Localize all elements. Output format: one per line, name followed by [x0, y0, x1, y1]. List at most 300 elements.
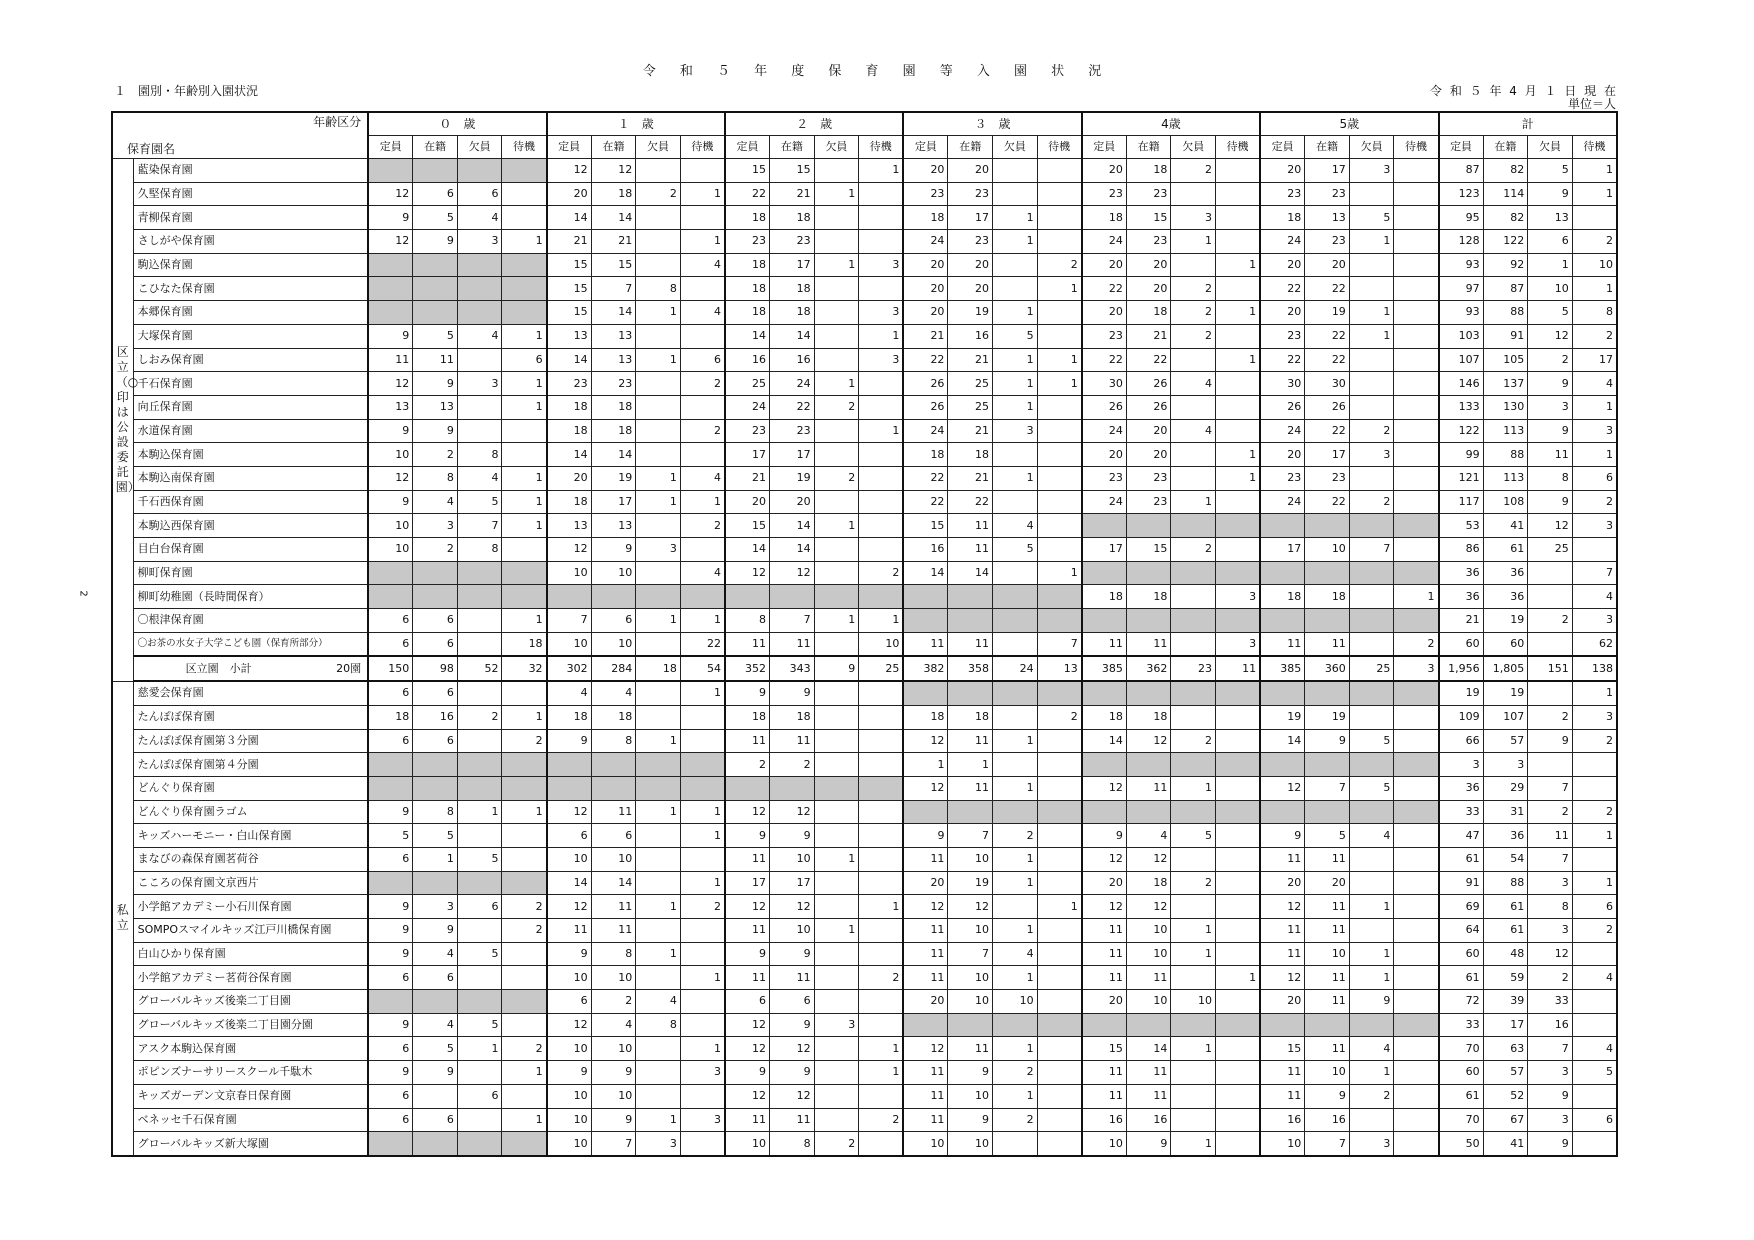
data-cell: 10	[368, 538, 413, 562]
table-row	[112, 324, 1617, 348]
data-cell: 137	[1483, 372, 1528, 396]
data-cell	[636, 159, 681, 183]
data-cell: 1	[814, 182, 859, 206]
data-cell: 10	[1126, 990, 1171, 1014]
data-cell: 4	[1572, 1037, 1617, 1061]
data-cell: 14	[591, 871, 636, 895]
data-cell: 17	[1082, 538, 1127, 562]
data-cell: 1	[502, 705, 547, 729]
subtotal-cell: 284	[591, 656, 636, 681]
subtotal-cell: 151	[1528, 656, 1573, 681]
data-cell: 1	[636, 348, 681, 372]
data-cell	[1349, 277, 1394, 301]
data-cell: 53	[1439, 514, 1484, 538]
data-cell	[1349, 800, 1394, 824]
data-cell: 31	[1483, 800, 1528, 824]
data-cell: 21	[1439, 609, 1484, 633]
data-cell: 3	[457, 230, 502, 254]
data-cell	[1349, 372, 1394, 396]
data-cell	[502, 990, 547, 1014]
data-cell	[1394, 729, 1439, 753]
nursery-name: 〇お茶の水女子大学こども園（保育所部分）	[133, 632, 368, 656]
data-cell: 18	[770, 277, 815, 301]
data-cell	[993, 490, 1038, 514]
subtotal-cell: 3	[1394, 656, 1439, 681]
table-row	[112, 942, 1617, 966]
data-cell	[1305, 561, 1350, 585]
data-cell: 9	[1305, 1084, 1350, 1108]
table-row	[112, 632, 1617, 656]
table-row	[112, 800, 1617, 824]
data-cell: 9	[1528, 490, 1573, 514]
data-cell: 24	[1082, 419, 1127, 443]
data-cell: 19	[591, 466, 636, 490]
data-cell: 4	[457, 206, 502, 230]
data-cell: 1	[1349, 966, 1394, 990]
age-group-header: ３ 歳	[903, 112, 1081, 136]
data-cell	[1037, 301, 1082, 325]
data-cell: 8	[725, 609, 770, 633]
data-cell: 61	[1483, 895, 1528, 919]
data-cell: 6	[1528, 230, 1573, 254]
data-cell: 11	[725, 1108, 770, 1132]
data-cell: 9	[770, 1013, 815, 1037]
data-cell: 1	[680, 230, 725, 254]
data-cell: 14	[1260, 729, 1305, 753]
data-cell	[457, 1132, 502, 1156]
data-cell	[859, 206, 904, 230]
data-cell: 99	[1439, 443, 1484, 467]
data-cell: 5	[1349, 776, 1394, 800]
data-cell	[1528, 632, 1573, 656]
data-cell	[547, 776, 592, 800]
data-cell	[1037, 966, 1082, 990]
data-cell: 128	[1439, 230, 1484, 254]
data-cell	[502, 585, 547, 609]
data-cell: 18	[547, 419, 592, 443]
data-cell: 9	[1528, 1132, 1573, 1156]
nursery-name: 青柳保育園	[133, 206, 368, 230]
data-cell: 2	[413, 538, 458, 562]
data-cell	[1394, 895, 1439, 919]
data-cell	[1349, 514, 1394, 538]
data-cell: 26	[903, 372, 948, 396]
data-cell	[1394, 681, 1439, 705]
data-cell: 3	[1349, 159, 1394, 183]
data-cell: 2	[1171, 538, 1216, 562]
data-cell: 33	[1439, 1013, 1484, 1037]
data-cell: 10	[591, 1037, 636, 1061]
data-cell	[1394, 776, 1439, 800]
data-cell: 17	[770, 443, 815, 467]
nursery-name: どんぐり保育園	[133, 776, 368, 800]
data-cell: 5	[993, 538, 1038, 562]
data-cell	[1037, 681, 1082, 705]
data-cell: 13	[413, 395, 458, 419]
data-cell: 2	[1349, 490, 1394, 514]
data-cell: 22	[1260, 348, 1305, 372]
data-cell	[1171, 609, 1216, 633]
data-cell: 9	[413, 919, 458, 943]
data-cell: 3	[1528, 1061, 1573, 1085]
data-cell: 1	[1572, 159, 1617, 183]
data-cell	[814, 966, 859, 990]
data-cell: 8	[457, 538, 502, 562]
data-cell: 10	[547, 632, 592, 656]
data-cell: 18	[1126, 705, 1171, 729]
data-cell	[413, 561, 458, 585]
data-cell: 1	[636, 895, 681, 919]
age-group-header-row	[112, 112, 1617, 136]
data-cell: 2	[636, 182, 681, 206]
data-cell	[1216, 1013, 1261, 1037]
nursery-name: 本駒込南保育園	[133, 466, 368, 490]
data-cell	[1171, 966, 1216, 990]
data-cell: 9	[770, 942, 815, 966]
data-cell: 14	[547, 348, 592, 372]
data-cell: 1	[814, 372, 859, 396]
data-cell: 9	[725, 824, 770, 848]
data-cell	[1394, 705, 1439, 729]
data-cell	[368, 159, 413, 183]
data-cell	[1528, 585, 1573, 609]
data-cell	[1216, 919, 1261, 943]
data-cell: 19	[948, 301, 993, 325]
data-cell: 20	[770, 490, 815, 514]
data-cell	[457, 681, 502, 705]
data-cell: 2	[770, 753, 815, 777]
data-cell: 9	[1528, 182, 1573, 206]
data-cell: 11	[1260, 632, 1305, 656]
data-cell: 1	[1037, 895, 1082, 919]
data-cell: 6	[368, 1037, 413, 1061]
data-cell: 17	[1305, 159, 1350, 183]
data-cell: 2	[1171, 871, 1216, 895]
data-cell: 23	[1082, 324, 1127, 348]
sub-header: 定員	[1439, 136, 1484, 159]
data-cell	[1216, 159, 1261, 183]
data-cell: 4	[413, 1013, 458, 1037]
data-cell	[1349, 753, 1394, 777]
data-cell: 20	[1082, 990, 1127, 1014]
data-cell: 5	[1528, 301, 1573, 325]
sub-header: 定員	[1082, 136, 1127, 159]
subtotal-cell: 32	[502, 656, 547, 681]
data-cell: 17	[1260, 538, 1305, 562]
data-cell: 24	[903, 230, 948, 254]
data-cell	[814, 632, 859, 656]
data-cell: 2	[859, 966, 904, 990]
data-cell: 10	[770, 919, 815, 943]
data-cell: 3	[993, 419, 1038, 443]
data-cell: 1	[1349, 230, 1394, 254]
data-cell: 12	[725, 1013, 770, 1037]
data-cell: 23	[1082, 182, 1127, 206]
data-cell	[1037, 419, 1082, 443]
data-cell	[814, 301, 859, 325]
data-cell	[1037, 466, 1082, 490]
data-cell	[1349, 609, 1394, 633]
data-cell: 8	[1528, 466, 1573, 490]
data-cell: 30	[1305, 372, 1350, 396]
data-cell: 12	[547, 895, 592, 919]
data-cell: 26	[1082, 395, 1127, 419]
data-cell: 12	[1126, 847, 1171, 871]
data-cell	[591, 753, 636, 777]
data-cell: 18	[591, 395, 636, 419]
data-cell: 2	[680, 419, 725, 443]
age-category-label: 年齢区分	[313, 115, 362, 129]
data-cell	[770, 776, 815, 800]
data-cell	[814, 230, 859, 254]
data-cell	[457, 990, 502, 1014]
data-cell: 1	[1171, 1037, 1216, 1061]
data-cell	[1037, 585, 1082, 609]
data-cell: 4	[413, 942, 458, 966]
data-cell: 1	[1528, 253, 1573, 277]
data-cell	[993, 1132, 1038, 1156]
data-cell: 1	[1171, 942, 1216, 966]
data-cell: 8	[591, 942, 636, 966]
data-cell	[502, 776, 547, 800]
data-cell: 4	[680, 561, 725, 585]
data-cell: 10	[547, 847, 592, 871]
data-cell: 5	[1528, 159, 1573, 183]
table-row	[112, 776, 1617, 800]
data-cell: 21	[547, 230, 592, 254]
data-cell: 12	[903, 729, 948, 753]
subtotal-cell: 54	[680, 656, 725, 681]
data-cell: 11	[1305, 966, 1350, 990]
data-cell	[1394, 1061, 1439, 1085]
data-cell	[1394, 253, 1439, 277]
data-cell	[1394, 1013, 1439, 1037]
data-cell: 1	[636, 729, 681, 753]
data-cell: 9	[413, 419, 458, 443]
data-cell: 12	[1528, 942, 1573, 966]
data-cell: 9	[770, 824, 815, 848]
data-cell	[1216, 990, 1261, 1014]
data-cell: 1	[1037, 348, 1082, 372]
data-cell	[814, 776, 859, 800]
data-cell: 10	[547, 1132, 592, 1156]
data-cell: 6	[725, 990, 770, 1014]
data-cell: 12	[1126, 729, 1171, 753]
subtotal-cell: 302	[547, 656, 592, 681]
data-cell: 11	[903, 632, 948, 656]
data-cell: 9	[368, 324, 413, 348]
data-cell: 122	[1483, 230, 1528, 254]
data-cell	[680, 753, 725, 777]
data-cell	[547, 585, 592, 609]
data-cell: 22	[903, 348, 948, 372]
data-cell: 18	[547, 490, 592, 514]
data-cell	[1037, 824, 1082, 848]
data-cell	[1216, 824, 1261, 848]
data-cell: 6	[457, 182, 502, 206]
data-cell: 6	[413, 681, 458, 705]
data-cell	[413, 753, 458, 777]
data-cell: 4	[993, 514, 1038, 538]
data-cell	[1394, 301, 1439, 325]
data-cell: 1	[502, 1108, 547, 1132]
data-cell: 22	[725, 182, 770, 206]
data-cell: 3	[859, 301, 904, 325]
data-cell: 6	[368, 1108, 413, 1132]
data-cell	[993, 705, 1038, 729]
data-cell	[859, 990, 904, 1014]
data-cell	[1394, 230, 1439, 254]
data-cell	[1216, 776, 1261, 800]
data-cell	[1260, 753, 1305, 777]
data-cell: 20	[903, 253, 948, 277]
data-cell: 20	[903, 159, 948, 183]
data-cell: 6	[368, 729, 413, 753]
data-cell: 88	[1483, 301, 1528, 325]
data-cell	[1260, 514, 1305, 538]
data-cell	[457, 419, 502, 443]
data-cell	[502, 443, 547, 467]
data-cell	[993, 681, 1038, 705]
nursery-name: 駒込保育園	[133, 253, 368, 277]
data-cell: 1	[457, 800, 502, 824]
data-cell: 14	[547, 206, 592, 230]
data-cell	[1082, 609, 1127, 633]
data-cell: 1	[1216, 253, 1261, 277]
subtotal-cell: 362	[1126, 656, 1171, 681]
table-body	[112, 159, 1617, 1156]
data-cell: 7	[1572, 561, 1617, 585]
data-cell: 6	[680, 348, 725, 372]
sub-header: 在籍	[1126, 136, 1171, 159]
data-cell: 29	[1483, 776, 1528, 800]
data-cell: 16	[1305, 1108, 1350, 1132]
data-cell: 11	[725, 966, 770, 990]
data-cell	[680, 1013, 725, 1037]
data-cell	[1171, 681, 1216, 705]
data-cell: 20	[1305, 253, 1350, 277]
table-row	[112, 159, 1617, 183]
data-cell: 18	[1082, 585, 1127, 609]
data-cell	[814, 159, 859, 183]
data-cell	[814, 800, 859, 824]
data-cell: 2	[993, 1108, 1038, 1132]
data-cell: 1	[502, 800, 547, 824]
data-cell	[859, 372, 904, 396]
data-cell: 12	[725, 1037, 770, 1061]
data-cell: 22	[1305, 348, 1350, 372]
data-cell: 22	[680, 632, 725, 656]
data-cell	[547, 753, 592, 777]
data-cell: 3	[413, 514, 458, 538]
data-cell	[368, 871, 413, 895]
data-cell: 2	[1037, 253, 1082, 277]
data-cell: 4	[457, 466, 502, 490]
data-cell: 9	[1126, 1132, 1171, 1156]
data-cell	[859, 681, 904, 705]
data-cell: 5	[368, 824, 413, 848]
data-cell: 11	[948, 538, 993, 562]
sub-header: 待機	[680, 136, 725, 159]
data-cell: 4	[1126, 824, 1171, 848]
data-cell: 12	[770, 895, 815, 919]
data-cell	[1572, 990, 1617, 1014]
data-cell: 6	[457, 1084, 502, 1108]
data-cell: 2	[859, 561, 904, 585]
data-cell	[814, 1037, 859, 1061]
table-row	[112, 609, 1617, 633]
data-cell: 10	[591, 847, 636, 871]
data-cell: 82	[1483, 206, 1528, 230]
data-cell	[1171, 561, 1216, 585]
data-cell	[457, 609, 502, 633]
data-cell	[859, 514, 904, 538]
data-cell: 15	[1260, 1037, 1305, 1061]
data-cell: 1	[859, 1061, 904, 1085]
data-cell	[1082, 1013, 1127, 1037]
data-cell: 4	[636, 990, 681, 1014]
sub-header: 在籍	[770, 136, 815, 159]
subtotal-cell: 52	[457, 656, 502, 681]
data-cell: 67	[1483, 1108, 1528, 1132]
data-cell: 3	[1349, 1132, 1394, 1156]
data-cell: 6	[413, 609, 458, 633]
data-cell: 10	[948, 1132, 993, 1156]
nursery-name: 本郷保育園	[133, 301, 368, 325]
data-cell	[591, 776, 636, 800]
data-cell: 9	[368, 942, 413, 966]
data-cell: 26	[1260, 395, 1305, 419]
data-cell: 8	[1572, 301, 1617, 325]
data-cell	[368, 301, 413, 325]
data-cell: 11	[948, 729, 993, 753]
data-cell: 18	[725, 206, 770, 230]
data-cell: 1	[636, 301, 681, 325]
data-cell: 11	[1305, 632, 1350, 656]
data-cell: 10	[368, 443, 413, 467]
data-cell: 1	[1171, 230, 1216, 254]
data-cell: 13	[1528, 206, 1573, 230]
data-cell: 10	[1126, 919, 1171, 943]
data-cell	[1171, 585, 1216, 609]
data-cell	[457, 966, 502, 990]
table-row	[112, 490, 1617, 514]
data-cell	[1394, 395, 1439, 419]
data-cell: 13	[591, 514, 636, 538]
data-cell: 19	[770, 466, 815, 490]
data-cell: 3	[859, 348, 904, 372]
data-cell: 23	[547, 372, 592, 396]
data-cell: 4	[457, 324, 502, 348]
data-cell: 122	[1439, 419, 1484, 443]
data-cell: 10	[1528, 277, 1573, 301]
data-cell	[1037, 230, 1082, 254]
data-cell	[1394, 1108, 1439, 1132]
data-cell	[1305, 681, 1350, 705]
table-row	[112, 395, 1617, 419]
table-row	[112, 753, 1617, 777]
data-cell	[1171, 182, 1216, 206]
data-cell	[502, 253, 547, 277]
data-cell: 91	[1439, 871, 1484, 895]
data-cell: 23	[948, 230, 993, 254]
data-cell: 11	[948, 514, 993, 538]
data-cell: 10	[591, 561, 636, 585]
data-cell: 23	[1126, 466, 1171, 490]
subtotal-cell: 98	[413, 656, 458, 681]
data-cell: 2	[457, 705, 502, 729]
data-cell: 12	[725, 800, 770, 824]
